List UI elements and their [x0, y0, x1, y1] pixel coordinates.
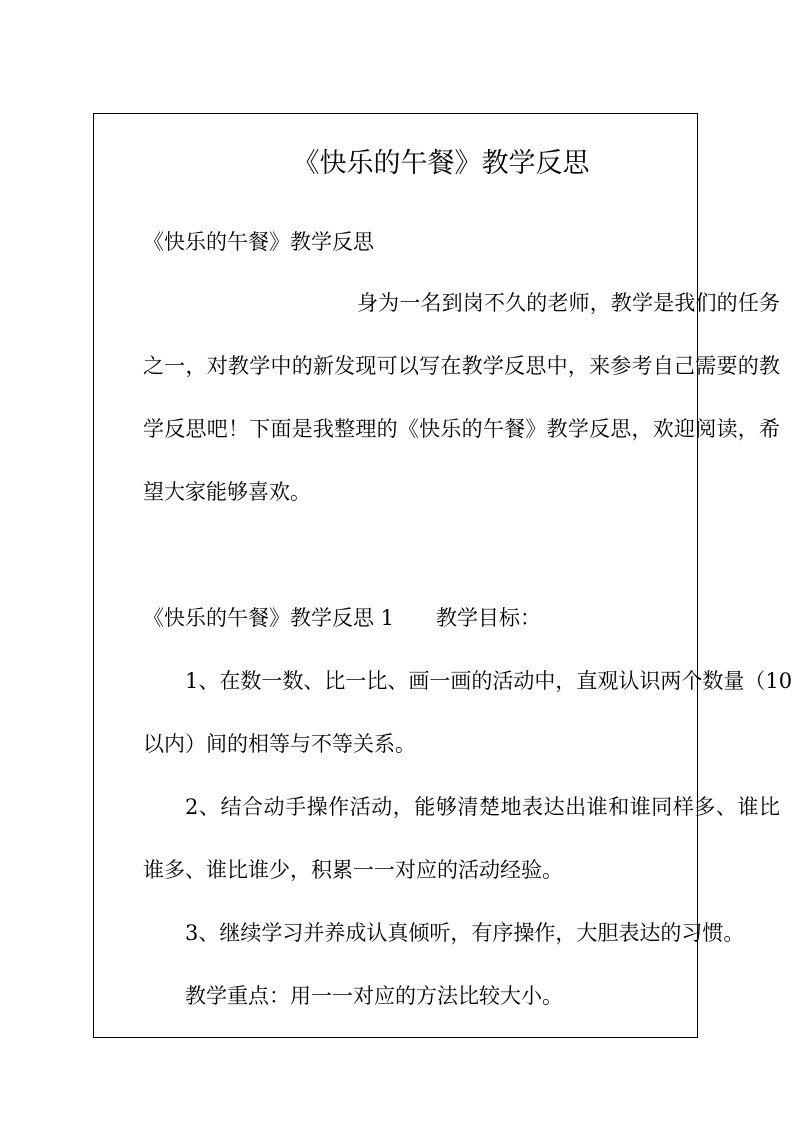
goal-1-line-1: 1、在数一数、比一比、画一画的活动中，直观认识两个数量（10: [185, 669, 793, 693]
teaching-goal-label: 教学目标：: [436, 606, 542, 630]
intro-line-2: 之一，对教学中的新发现可以写在教学反思中，来参考自己需要的教: [143, 354, 780, 378]
goal-3-line: 3、继续学习并养成认真倾听，有序操作，大胆表达的习惯。: [185, 921, 745, 945]
intro-line-4: 望大家能够喜欢。: [143, 480, 311, 504]
goal-2-line-1: 2、结合动手操作活动，能够清楚地表达出谁和谁同样多、谁比: [185, 795, 780, 819]
section-heading-title: 《快乐的午餐》教学反思 1: [143, 606, 395, 630]
document-subtitle: 《快乐的午餐》教学反思: [143, 230, 374, 254]
intro-line-1: 身为一名到岗不久的老师，教学是我们的任务: [357, 291, 780, 315]
section-heading: [143, 603, 541, 633]
intro-line-3: 学反思吧！下面是我整理的《快乐的午餐》教学反思，欢迎阅读，希: [143, 417, 780, 441]
goal-1-line-2: 以内）间的相等与不等关系。: [143, 732, 416, 756]
teaching-focus-line: 教学重点：用一一对应的方法比较大小。: [185, 984, 563, 1008]
document-title: 《快乐的午餐》教学反思: [292, 148, 590, 179]
goal-2-line-2: 谁多、谁比谁少，积累一一对应的活动经验。: [143, 858, 563, 882]
